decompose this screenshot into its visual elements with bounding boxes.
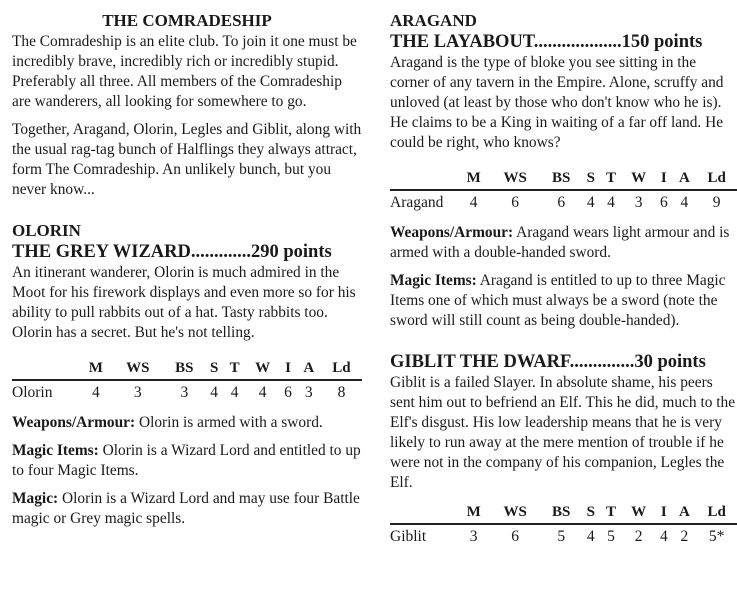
aragand-title-line: THE LAYABOUT...................150 points (390, 32, 703, 52)
aragand-magic-items (390, 271, 737, 331)
stat-cell: 4 (223, 380, 245, 405)
stat-header: Ld (707, 169, 726, 186)
stat-header: WS (503, 503, 527, 520)
stat-cell: 3 (622, 190, 655, 215)
stat-cell: 5 (600, 524, 622, 549)
stat-cell: 4 (205, 380, 224, 405)
stat-cell: 8 (321, 380, 362, 405)
giblit-description: Giblit is a failed Slayer. In absolute shame, his peers sent him out to befriend an Elf. This he did, much to the Elf's disgust. His low leadership means that he is very likely to run away at the mere mention of trouble if he were not in the company of his companion, Legles the Elf. (390, 374, 736, 491)
stat-header: Ld (707, 503, 726, 520)
magic-text: Olorin is a Wizard Lord and may use four Battle magic or Grey magic spells. (12, 490, 360, 527)
stat-cell: 6 (489, 524, 541, 549)
section-title-comradeship: THE COMRADESHIP (102, 11, 272, 30)
left-column (12, 10, 362, 529)
weapons-text: Olorin is armed with a sword. (135, 414, 323, 431)
magic-items-label: Magic Items: (12, 442, 99, 459)
stat-cell: 5* (696, 524, 737, 549)
stat-header: I (660, 503, 667, 520)
comradeship-paragraph-2: Together, Aragand, Olorin, Legles and Giblit, along with the usual rag-tag bunch of Halflings they always attract, form The Comradeship. An unlikely bunch, but you never know... (12, 121, 362, 198)
stat-cell: 2 (672, 524, 696, 549)
stat-cell: 5 (541, 524, 582, 549)
stat-cell: 3 (297, 380, 321, 405)
magic-items-label: Magic Items: (390, 272, 477, 289)
stat-header-row (390, 167, 737, 190)
stat-cell: 2 (622, 524, 655, 549)
stat-cell: 4 (582, 190, 600, 215)
stat-cell: 4 (80, 380, 112, 405)
weapons-label: Weapons/Armour: (12, 414, 136, 431)
giblit-stat-table (390, 501, 737, 549)
giblit-title-line: GIBLIT THE DWARF..............30 points (390, 352, 706, 372)
stat-cell: 6 (279, 380, 296, 405)
stat-header-row (12, 357, 362, 380)
comradeship-paragraph-1: The Comradeship is an elite club. To join it one must be incredibly brave, incredibly rich or incredibly stupid. Preferably all three. All members of the Comradeship are wanderers, all looking for somewhere to go. (12, 33, 357, 110)
stat-header: S (586, 169, 595, 186)
stat-cell: 6 (489, 190, 541, 215)
olorin-stat-table (12, 357, 362, 405)
magic-items-text: Olorin is a Wizard Lord and entitled to up to four Magic Items. (12, 442, 361, 479)
stat-header: T (606, 169, 617, 186)
magic-items-text: Aragand is entitled to up to three Magic Items one of which must always be a sword (note the sword will still count as being double-handed). (390, 272, 726, 329)
stat-header: S (586, 503, 595, 520)
stat-header: BS (175, 359, 194, 376)
stat-header: Ld (332, 359, 351, 376)
stat-header: I (660, 169, 667, 186)
stat-header: A (678, 169, 690, 186)
stat-header: M (466, 503, 481, 520)
stat-cell: 9 (696, 190, 737, 215)
stat-cell: 3 (112, 380, 164, 405)
stat-cell: 4 (246, 380, 280, 405)
right-column (390, 10, 737, 549)
olorin-weapons (12, 413, 362, 433)
olorin-description: An itinerant wanderer, Olorin is much admired in the Moot for his firework displays and even more so for his ability to pull rabbits out of a hat. Tasty rabbits too. Olorin has a secret. But he's not telling. (12, 264, 356, 341)
stat-header: W (631, 503, 647, 520)
olorin-name: OLORIN (12, 221, 81, 240)
aragand-name: ARAGAND (390, 11, 477, 30)
stat-header: S (209, 359, 219, 376)
stat-row (390, 524, 737, 549)
stat-cell: 4 (458, 190, 489, 215)
stat-cell: 4 (600, 190, 622, 215)
stat-header: A (303, 359, 315, 376)
olorin-magic-items (12, 441, 362, 481)
magic-label: Magic: (12, 490, 59, 507)
stat-header: WS (126, 359, 150, 376)
stat-header: I (285, 359, 291, 376)
stat-header: BS (552, 503, 571, 520)
stat-cell: 4 (655, 524, 672, 549)
stat-row-name: Aragand (390, 190, 458, 215)
stat-header: A (678, 503, 690, 520)
weapons-label: Weapons/Armour: (390, 224, 514, 241)
aragand-weapons (390, 223, 737, 263)
weapons-text: Aragand wears light armour and is armed with a double-handed sword. (390, 224, 730, 261)
stat-cell: 4 (582, 524, 600, 549)
stat-header: T (229, 359, 240, 376)
stat-cell: 6 (655, 190, 672, 215)
stat-header: W (631, 169, 647, 186)
stat-header: BS (552, 169, 571, 186)
stat-header: T (606, 503, 617, 520)
stat-row (390, 190, 737, 215)
stat-cell: 3 (458, 524, 489, 549)
stat-header: M (466, 169, 481, 186)
stat-header: W (255, 359, 271, 376)
stat-row (12, 380, 362, 405)
stat-header-row (390, 501, 737, 524)
aragand-description: Aragand is the type of bloke you see sitting in the corner of any tavern in the Empire. Alone, scruffy and unloved (at least by those who don't know who he is). He claims to be a King in waiting of a far off land. He could be right, who knows? (390, 54, 724, 151)
stat-cell: 6 (541, 190, 582, 215)
stat-cell: 4 (672, 190, 696, 215)
stat-row-name: Olorin (12, 380, 80, 405)
aragand-stat-table (390, 167, 737, 215)
stat-row-name: Giblit (390, 524, 458, 549)
stat-header: M (88, 359, 103, 376)
olorin-magic (12, 489, 362, 529)
stat-header: WS (503, 169, 527, 186)
stat-cell: 3 (164, 380, 205, 405)
olorin-title-line: THE GREY WIZARD.............290 points (12, 242, 332, 262)
